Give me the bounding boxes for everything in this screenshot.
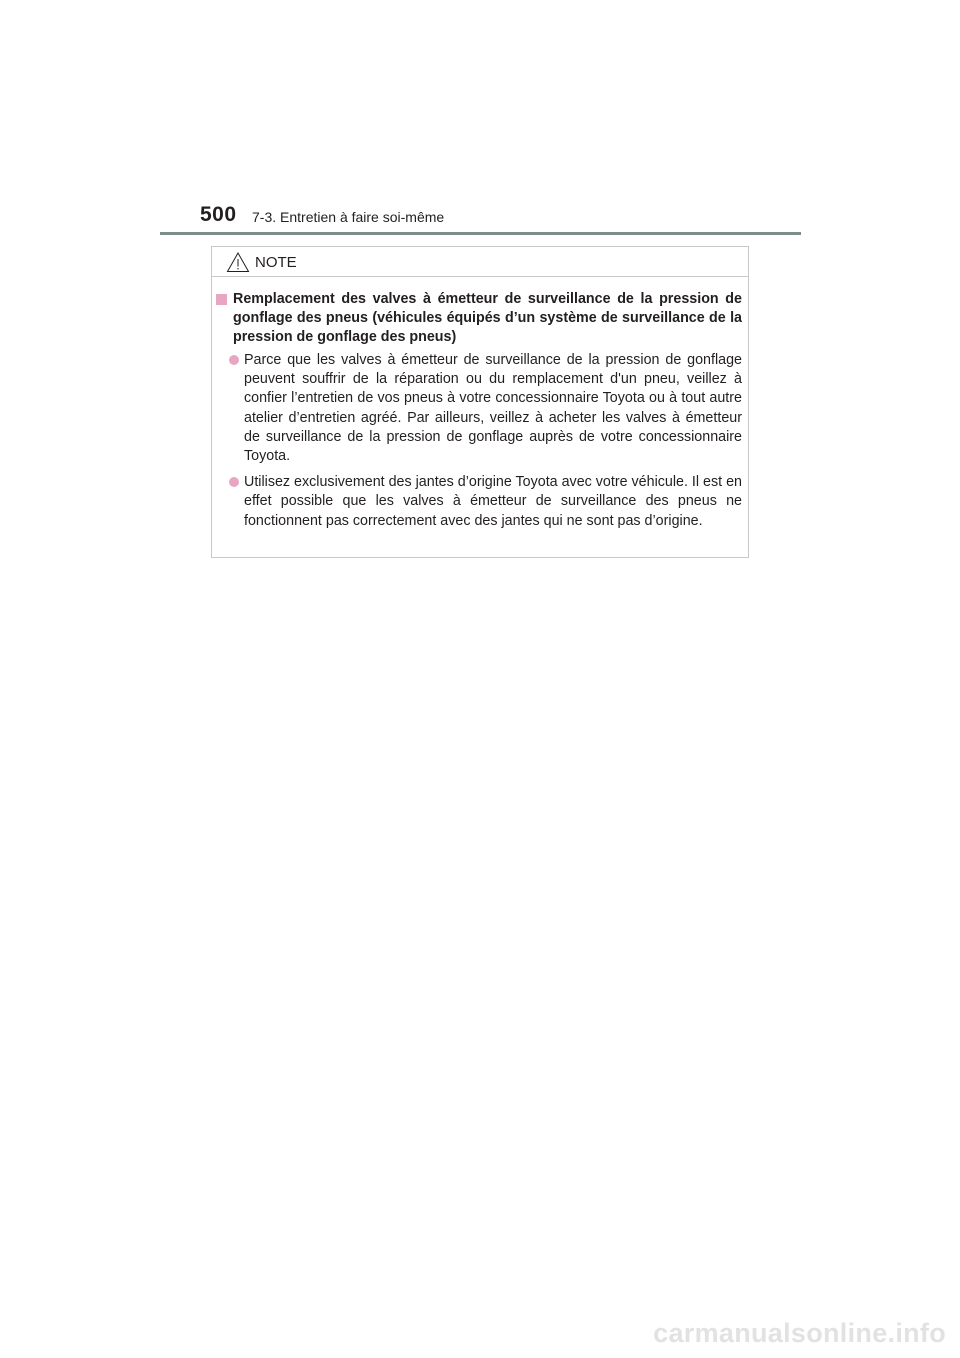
note-title: NOTE	[255, 254, 297, 271]
header-rule	[160, 232, 801, 235]
circle-bullet-icon	[229, 477, 239, 487]
note-heading-text: Remplacement des valves à émetteur de surveillance de la pression de gonflage des pneus (véhicules équipés d’un système de surveillance de la pression de gonflage des pneus)	[233, 291, 742, 345]
square-bullet-icon	[216, 294, 227, 305]
section-title: 7-3. Entretien à faire soi-même	[252, 209, 445, 225]
page-number: 500	[200, 203, 237, 226]
note-header	[212, 247, 748, 277]
note-bullet-text: Parce que les valves à émetteur de surveillance de la pression de gonflage peuvent souffrir de la réparation ou du remplacement d'un pneu, veillez à confier l’entretien de vos pneus à votre concessionnaire Toyota ou à tout autre atelier d’entretien agréé. Par ailleurs, veillez à acheter les valves à émetteur de surveillance de la pression de gonflage auprès de votre concessionnaire Toyota.	[244, 352, 742, 465]
note-bullet-item	[216, 473, 742, 531]
note-body	[216, 290, 742, 531]
note-bullet-text: Utilisez exclusivement des jantes d’origine Toyota avec votre véhicule. Il est en effet possible que les valves à émetteur de surveillance des pneus ne fonctionnent pas correctement avec des jantes qui ne sont pas d’origine.	[244, 474, 742, 529]
note-box	[211, 246, 749, 558]
watermark: carmanualsonline.info	[653, 1318, 946, 1348]
warning-triangle-icon	[226, 251, 250, 273]
note-bullet-item	[216, 351, 742, 466]
note-heading	[216, 290, 742, 347]
circle-bullet-icon	[229, 355, 239, 365]
